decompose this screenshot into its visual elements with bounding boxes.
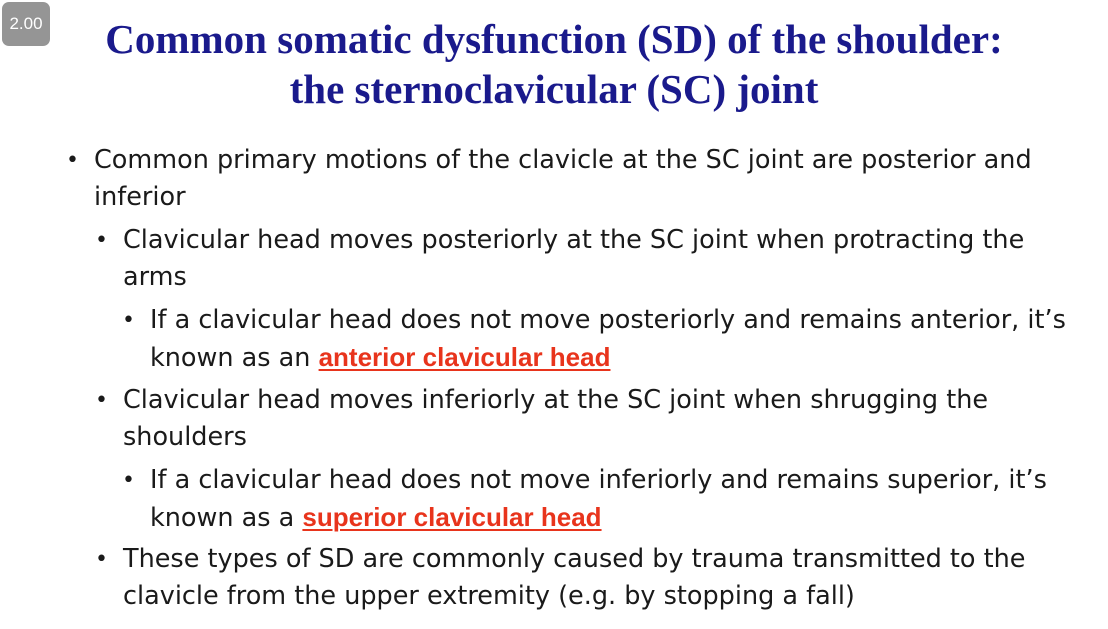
bullet-glyph: •	[122, 468, 135, 493]
bullet-item-shrugging	[95, 382, 1083, 456]
bullet-glyph: •	[95, 388, 108, 413]
slide-title	[0, 14, 1108, 114]
bullet-item-primary-motions	[66, 142, 1084, 216]
title-line-1: Common somatic dysfunction (SD) of the shoulder:	[105, 16, 1003, 62]
bullet-item-superior-head	[122, 462, 1080, 537]
bullet-text: Clavicular head moves posteriorly at the SC joint when protracting the arms	[123, 225, 1025, 292]
bullet-item-protracting	[95, 222, 1083, 296]
bullet-text: If a clavicular head does not move posteriorly and remains anterior, it’s known as an	[150, 305, 1066, 373]
title-line-2: the sternoclavicular (SC) joint	[289, 66, 819, 112]
bullet-glyph: •	[66, 148, 79, 173]
bullet-glyph: •	[122, 308, 135, 333]
highlight-superior-clavicular-head: superior clavicular head	[302, 502, 602, 532]
bullet-text: Common primary motions of the clavicle at the SC joint are posterior and inferior	[94, 145, 1032, 212]
bullet-glyph: •	[95, 228, 108, 253]
bullet-text: These types of SD are commonly caused by trauma transmitted to the clavicle from the upper extremity (e.g. by stopping a fall)	[123, 544, 1026, 611]
bullet-item-trauma-cause	[95, 541, 1083, 615]
bullet-glyph: •	[95, 547, 108, 572]
bullet-text: If a clavicular head does not move inferiorly and remains superior, it’s known as a	[150, 465, 1047, 533]
bullet-text: Clavicular head moves inferiorly at the SC joint when shrugging the shoulders	[123, 385, 989, 452]
playback-speed-badge[interactable]: 2.00	[2, 2, 50, 46]
highlight-anterior-clavicular-head: anterior clavicular head	[318, 342, 611, 372]
bullet-item-anterior-head	[122, 302, 1080, 377]
